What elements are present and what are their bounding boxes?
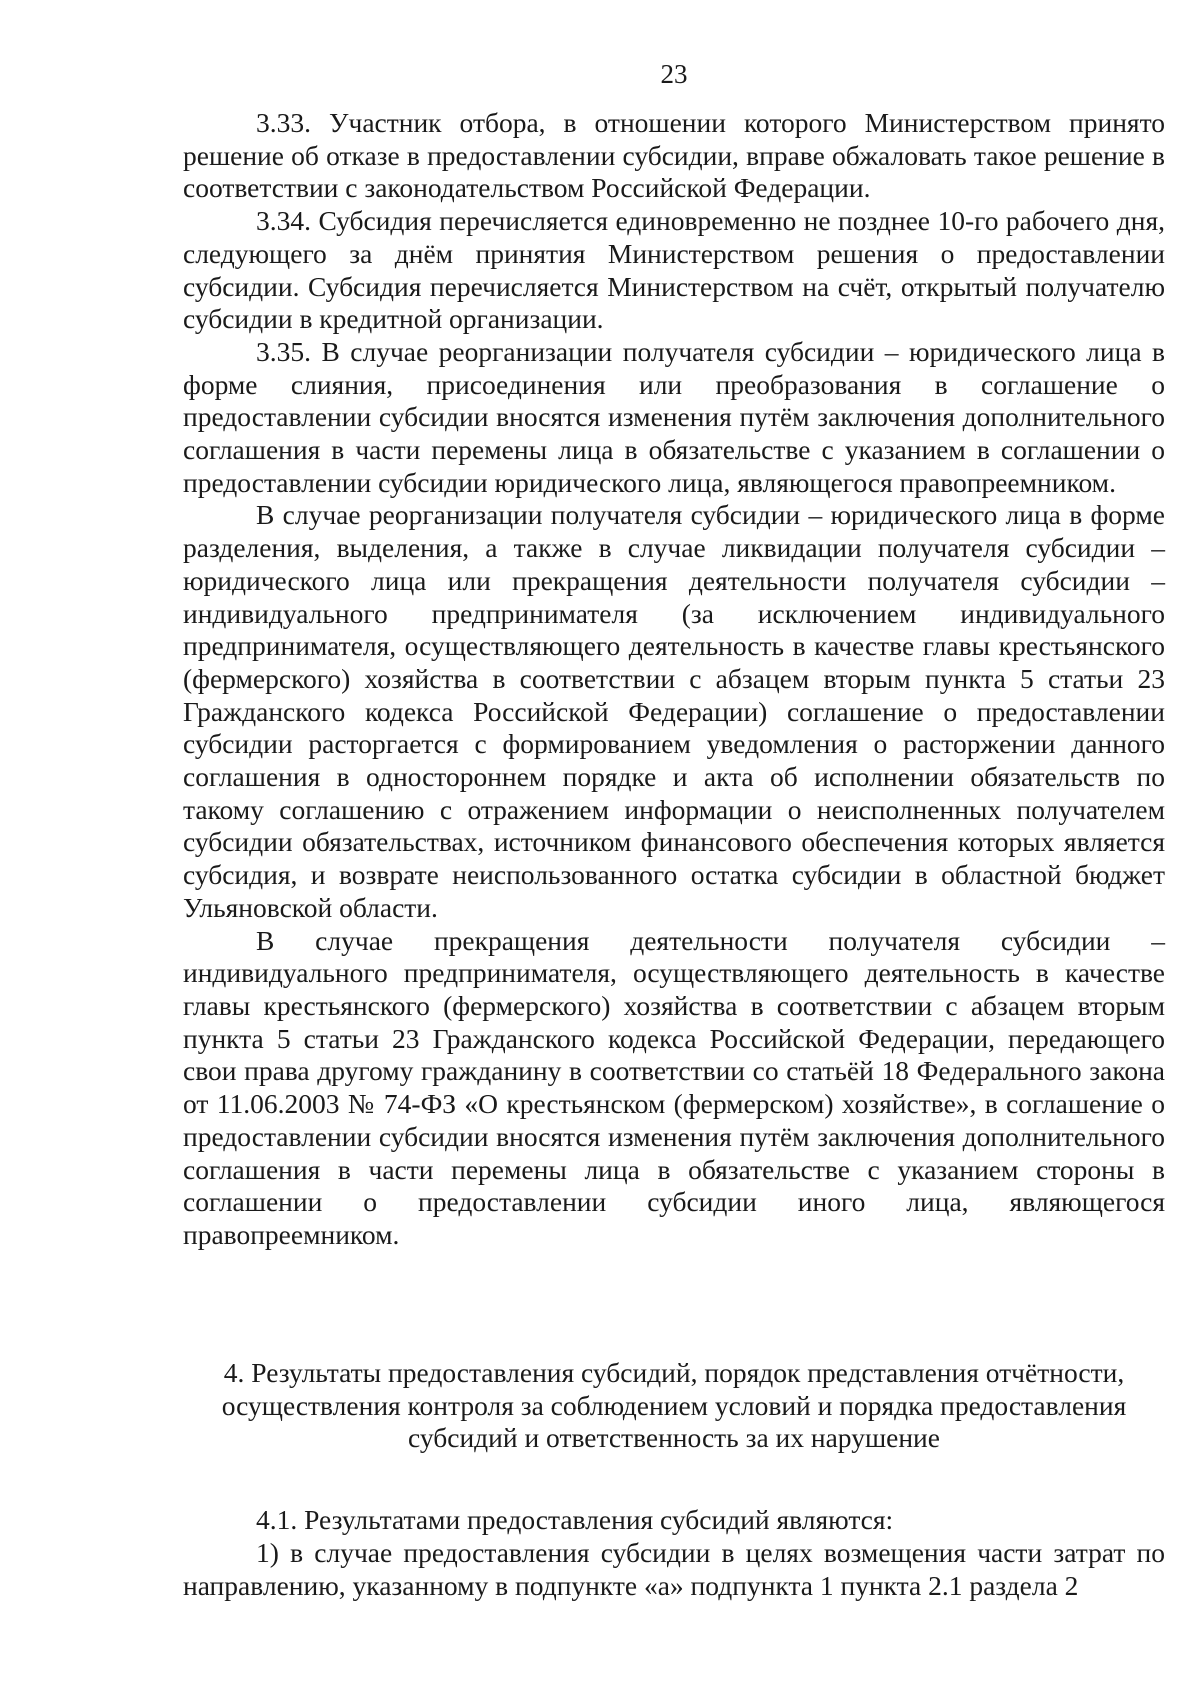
paragraph-4-1: 4.1. Результатами предоставления субсидий являются: bbox=[256, 1504, 894, 1535]
section-heading-line: осуществления контроля за соблюдением условий и порядка предоставления bbox=[221, 1389, 1127, 1421]
document-body bbox=[183, 107, 1165, 1252]
paragraph-3-33: 3.33. Участник отбора, в отношении которого Министерством принято решение об отказе в предоставлении субсидии, вправе обжаловать такое решение в соответствии с законодательством Российской Федерации. bbox=[183, 107, 1165, 204]
paragraph-termination: В случае прекращения деятельности получателя субсидии – индивидуального предпринимателя, осуществляющего деятельность в качестве главы крестьянского (фермерского) хозяйства в соответствии с абзацем вторым пункта 5 статьи 23 Гражданского кодекса Российской Федерации, передающего свои права другому гражданину в соответствии со статьёй 18 Федерального закона от 11.06.2003 № 74-ФЗ «О крестьянском (фермерском) хозяйстве», в соглашение о предоставлении субсидии вносятся изменения путём заключения дополнительного соглашения в части перемены лица в обязательстве с указанием стороны в соглашении о предоставлении субсидии иного лица, являющегося правопреемником. bbox=[183, 924, 1165, 1250]
paragraph-3-35: 3.35. В случае реорганизации получателя субсидии – юридического лица в форме слияния, присоединения или преобразования в соглашение о предоставлении субсидии вносятся изменения путём заключения дополнительного соглашения в части перемены лица в обязательстве с указанием в соглашении о предоставлении субсидии юридического лица, являющегося правопреемником. bbox=[183, 335, 1165, 498]
section-4-heading bbox=[183, 1357, 1165, 1455]
section-4-body bbox=[183, 1503, 1165, 1602]
paragraph-3-34: 3.34. Субсидия перечисляется единовременно не позднее 10-го рабочего дня, следующего за днём принятия Министерством решения о предоставлении субсидии. Субсидия перечисляется Министерством на счёт, открытый получателю субсидии в кредитной организации. bbox=[183, 205, 1165, 335]
page-number: 23 bbox=[660, 59, 688, 89]
paragraph-4-1-item-1: 1) в случае предоставления субсидии в целях возмещения части затрат по направлению, указанному в подпункте «а» подпункта 1 пункта 2.1 раздела 2 bbox=[183, 1537, 1165, 1601]
section-heading-line: 4. Результаты предоставления субсидий, порядок представления отчётности, bbox=[223, 1357, 1125, 1388]
paragraph-reorganization: В случае реорганизации получателя субсидии – юридического лица в форме разделения, выделения, а также в случае ликвидации получателя субсидии – юридического лица или прекращения деятельности получателя субсидии – индивидуального предпринимателя (за исключением индивидуального предпринимателя, осуществляющего деятельность в качестве главы крестьянского (фермерского) хозяйства в соответствии с абзацем вторым пункта 5 статьи 23 Гражданского кодекса Российской Федерации) соглашение о предоставлении субсидии расторгается с формированием уведомления о расторжении данного соглашения в одностороннем порядке и акта об исполнении обязательств по такому соглашению с отражением информации о неисполненных получателем субсидии обязательствах, источником финансового обеспечения которых является субсидия, и возврате неиспользованного остатка субсидии в областной бюджет Ульяновской области. bbox=[183, 499, 1165, 923]
section-heading-line: субсидий и ответственность за их нарушение bbox=[408, 1422, 940, 1453]
